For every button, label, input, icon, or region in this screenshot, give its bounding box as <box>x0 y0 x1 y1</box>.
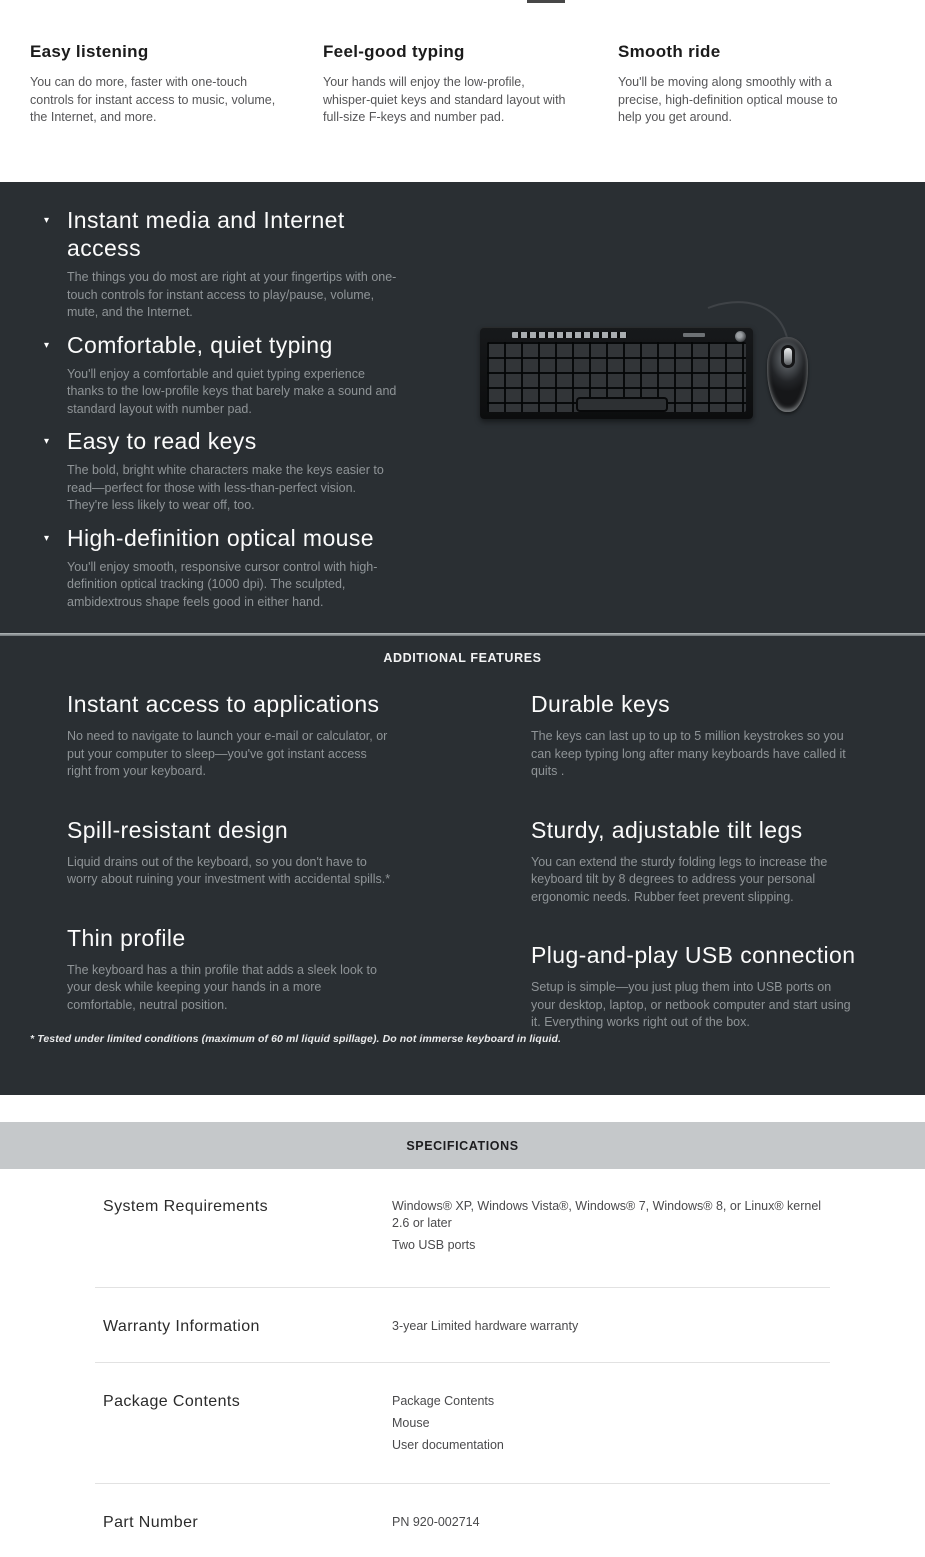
feature-title: Instant media and Internet access <box>67 207 345 261</box>
feature-item-hd-mouse[interactable] <box>44 524 400 619</box>
keyboard-indicator-lights <box>683 333 705 337</box>
chevron-down-icon: ▾ <box>44 532 50 544</box>
feature-item-quiet-typing[interactable] <box>44 331 400 426</box>
keyboard-image <box>480 327 753 419</box>
feature-item-instant-media[interactable] <box>44 206 400 329</box>
benefit-body: You can do more, faster with one-touch controls for instant access to music, volume, the Internet, and more. <box>30 75 276 124</box>
specifications-header-bar <box>0 1122 925 1169</box>
mouse-scroll-wheel <box>784 348 792 365</box>
additional-feature-durable-keys <box>531 691 856 781</box>
spec-row-system-requirements <box>95 1169 830 1287</box>
additional-features-left-column <box>67 691 392 1050</box>
spec-values <box>392 1514 822 1536</box>
additional-feature-instant-access <box>67 691 392 781</box>
chevron-down-icon: ▾ <box>44 436 50 447</box>
feature-title: Easy to read keys <box>67 428 257 454</box>
benefit-body: You'll be moving along smoothly with a precise, high-definition optical mouse to help you get around. <box>618 75 838 124</box>
additional-feature-title: Thin profile <box>67 924 186 951</box>
specifications-heading: SPECIFICATIONS <box>406 1138 519 1153</box>
logitech-logo <box>735 331 746 342</box>
spec-values <box>392 1198 822 1287</box>
benefit-title: Easy listening <box>30 42 149 61</box>
benefit-body: Your hands will enjoy the low-profile, whisper-quiet keys and standard layout with full-size F-keys and number pad. <box>323 75 566 124</box>
additional-feature-body: No need to navigate to launch your e-mail or calculator, or put your computer to sleep—you've got instant access right from your keyboard. <box>67 729 388 778</box>
page-top-divider <box>527 0 565 3</box>
feature-description: The bold, bright white characters make the keys easier to read—perfect for those with less-than-perfect vision. They're less likely to wear off, too. <box>67 463 384 512</box>
benefit-feel-good-typing <box>323 42 571 127</box>
benefit-smooth-ride <box>618 42 863 127</box>
additional-feature-title: Durable keys <box>531 691 671 717</box>
spec-row-part-number <box>95 1483 830 1536</box>
media-keys-strip <box>512 332 627 338</box>
additional-feature-body: The keyboard has a thin profile that adds a sleek look to your desk while keeping your hands in a more comfortable, neutral position. <box>67 962 377 1012</box>
spec-label: Package Contents <box>103 1393 241 1410</box>
spec-row-warranty <box>95 1287 830 1362</box>
additional-feature-title: Spill-resistant design <box>67 816 289 843</box>
benefit-easy-listening <box>30 42 288 127</box>
additional-feature-title: Sturdy, adjustable tilt legs <box>531 816 803 843</box>
spec-values <box>392 1318 822 1362</box>
feature-description: The things you do most are right at your fingertips with one-touch controls for instant access to play/pause, volume, mute, and the Internet. <box>67 270 397 319</box>
spec-value: Two USB ports <box>392 1238 476 1252</box>
spec-row-package-contents <box>95 1362 830 1483</box>
feature-item-easy-read-keys[interactable] <box>44 427 400 522</box>
additional-feature-tilt-legs <box>531 817 856 907</box>
mouse-image <box>767 337 808 412</box>
spec-value: PN 920-002714 <box>392 1515 480 1529</box>
spec-value: Windows® XP, Windows Vista®, Windows® 7, Windows® 8, or Linux® kernel 2.6 or later <box>392 1199 822 1230</box>
additional-feature-body: Setup is simple—you just plug them into USB ports on your desktop, laptop, or netbook computer and start using it. Everything works right out of the box. <box>531 980 851 1029</box>
chevron-down-icon: ▾ <box>44 215 50 226</box>
spec-label: System Requirements <box>103 1198 268 1215</box>
spill-test-footnote: * Tested under limited conditions (maximum of 60 ml liquid spillage). Do not immerse keyboard in liquid. <box>30 1033 562 1045</box>
feature-title: Comfortable, quiet typing <box>67 331 333 358</box>
top-benefits-section <box>0 0 925 182</box>
additional-features-heading: ADDITIONAL FEATURES <box>383 651 542 665</box>
chevron-down-icon: ▾ <box>44 339 50 351</box>
additional-feature-spill-resistant <box>67 817 392 889</box>
feature-description: You'll enjoy a comfortable and quiet typing experience thanks to the low-profile keys that barely make a sound and standard layout with number pad. <box>67 366 397 416</box>
benefit-title: Smooth ride <box>618 42 721 61</box>
keyboard-spacebar <box>578 399 666 410</box>
additional-feature-body: You can extend the sturdy folding legs to increase the keyboard tilt by 8 degrees to address your personal ergonomic needs. Rubber feet prevent slipping. <box>531 854 828 904</box>
additional-feature-thin-profile <box>67 925 392 1015</box>
additional-features-right-column <box>531 691 856 1068</box>
mouse-cable <box>470 298 830 428</box>
additional-feature-title: Instant access to applications <box>67 691 380 717</box>
spec-value: Mouse <box>392 1416 430 1430</box>
spec-values <box>392 1393 822 1483</box>
keyboard-keys <box>487 342 746 412</box>
additional-features-section <box>0 636 925 1095</box>
feature-accordion <box>44 206 400 620</box>
spec-value: User documentation <box>392 1438 504 1452</box>
feature-description: You'll enjoy smooth, responsive cursor control with high-definition optical tracking (1000 dpi). The sculpted, ambidextrous shape feels good in either hand. <box>67 559 378 609</box>
spec-label: Part Number <box>103 1514 199 1531</box>
main-features-section <box>0 182 925 633</box>
additional-feature-body: The keys can last up to up to 5 million keystrokes so you can keep typing long after many keyboards have called it quits . <box>531 729 846 778</box>
additional-feature-title: Plug-and-play USB connection <box>531 942 856 968</box>
additional-feature-body: Liquid drains out of the keyboard, so you don't have to worry about ruining your investment with accidental spills.* <box>67 854 391 886</box>
benefit-title: Feel-good typing <box>323 42 465 61</box>
additional-feature-usb-connection <box>531 942 856 1032</box>
spec-value: 3-year Limited hardware warranty <box>392 1319 579 1333</box>
spec-value: Package Contents <box>392 1394 495 1408</box>
feature-title: High-definition optical mouse <box>67 524 374 551</box>
specifications-table <box>95 1169 830 1536</box>
spec-label: Warranty Information <box>103 1318 260 1335</box>
